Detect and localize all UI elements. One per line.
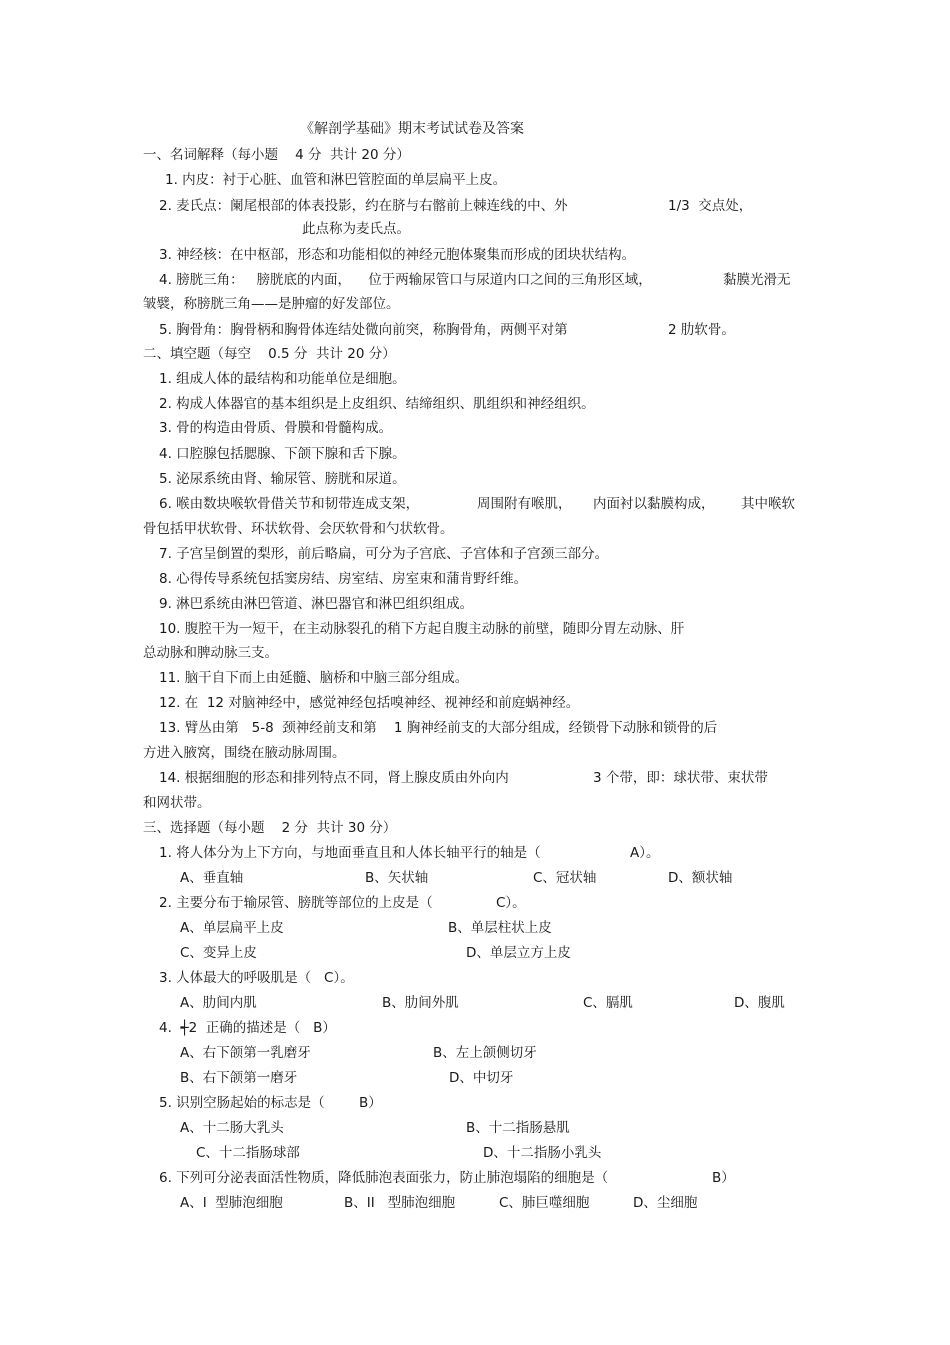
definition-item-3: 3. 神经核：在中枢部，形态和功能相似的神经元胞体聚集而形成的团块状结构。 <box>159 247 636 263</box>
question-1-answer: A）。 <box>630 845 660 861</box>
fill-item-6: 6. 喉由数块喉软骨借关节和韧带连成支架， <box>159 496 420 512</box>
fill-item-6-part3: 内面衬以黏膜构成， <box>593 496 715 512</box>
definition-item-4: 4. 膀胱三角： 膀胱底的内面， 位于两输尿管口与尿道内口之间的三角形区域， <box>159 272 652 288</box>
definition-item-1: 1. 内皮：衬于心脏、血管和淋巴管腔面的单层扁平上皮。 <box>165 172 507 188</box>
fill-item-13-tail: 方进入腋窝，围绕在腋动脉周围。 <box>143 745 346 761</box>
question-4-option-b: B、左上颌侧切牙 <box>433 1045 537 1061</box>
question-6-option-b: B、II 型肺泡细胞 <box>344 1195 456 1211</box>
section-heading-multiple-choice: 三、选择题（每小题 2 分 共计 30 分） <box>143 820 397 836</box>
fill-item-6-tail: 骨包括甲状软骨、环状软骨、会厌软骨和勺状软骨。 <box>143 521 454 537</box>
question-3: 3. 人体最大的呼吸肌是（ C）。 <box>159 970 354 986</box>
question-5-answer: B） <box>359 1095 382 1111</box>
question-4-option-c: B、右下颌第一磨牙 <box>180 1070 298 1086</box>
section-heading-definitions: 一、名词解释（每小题 4 分 共计 20 分） <box>143 147 410 163</box>
section-heading-fill-blank: 二、填空题（每空 0.5 分 共计 20 分） <box>143 346 396 362</box>
question-1: 1. 将人体分为上下方向，与地面垂直且和人体长轴平行的轴是（ <box>159 845 541 861</box>
question-4-option-d: D、中切牙 <box>449 1070 514 1086</box>
definition-item-2-cont: 1/3 交点处， <box>668 198 753 214</box>
fill-item-1: 1. 组成人体的最结构和功能单位是细胞。 <box>159 371 406 387</box>
definition-item-4-tail: 皱襞，称膀胱三角——是肿瘤的好发部位。 <box>143 296 400 312</box>
fill-item-14-tail: 和网状带。 <box>143 795 211 811</box>
question-6-answer: B） <box>712 1170 735 1186</box>
question-2-option-a: A、单层扁平上皮 <box>180 920 284 936</box>
question-1-option-c: C、冠状轴 <box>533 870 597 886</box>
fill-item-2: 2. 构成人体器官的基本组织是上皮组织、结缔组织、肌组织和神经组织。 <box>159 396 595 412</box>
definition-item-2-tail: 此点称为麦氏点。 <box>302 221 410 237</box>
fill-item-5: 5. 泌尿系统由肾、输尿管、膀胱和尿道。 <box>159 471 406 487</box>
question-3-option-d: D、腹肌 <box>734 995 785 1011</box>
fill-item-14: 14. 根据细胞的形态和排列特点不同，肾上腺皮质由外向内 <box>159 770 509 786</box>
fill-item-10: 10. 腹腔干为一短干，在主动脉裂孔的稍下方起自腹主动脉的前壁，随即分胃左动脉、肝 <box>159 621 685 637</box>
question-4: 4. ┽2 正确的描述是（ B） <box>159 1020 336 1036</box>
question-6-option-a: A、I 型肺泡细胞 <box>180 1195 283 1211</box>
fill-item-13: 13. 臂丛由第 5-8 颈神经前支和第 1 胸神经前支的大部分组成，经锁骨下动脉和锁骨的后 <box>159 720 718 736</box>
definition-item-5: 5. 胸骨角：胸骨柄和胸骨体连结处微向前突，称胸骨角，两侧平对第 <box>159 322 568 338</box>
fill-item-6-part2: 周围附有喉肌， <box>477 496 572 512</box>
fill-item-12: 12. 在 12 对脑神经中，感觉神经包括嗅神经、视神经和前庭蜗神经。 <box>159 695 580 711</box>
question-5: 5. 识别空肠起始的标志是（ <box>159 1095 325 1111</box>
question-1-option-a: A、垂直轴 <box>180 870 244 886</box>
question-6: 6. 下列可分泌表面活性物质，降低肺泡表面张力，防止肺泡塌陷的细胞是（ <box>159 1170 609 1186</box>
document-title: 《解剖学基础》期末考试试卷及答案 <box>300 121 524 137</box>
fill-item-8: 8. 心得传导系统包括窦房结、房室结、房室束和蒲肯野纤维。 <box>159 571 528 587</box>
question-6-option-c: C、肺巨噬细胞 <box>499 1195 590 1211</box>
fill-item-6-part4: 其中喉软 <box>741 496 795 512</box>
question-5-option-b: B、十二指肠悬肌 <box>466 1120 570 1136</box>
question-2-option-b: B、单层柱状上皮 <box>448 920 552 936</box>
question-5-option-c: C、十二指肠球部 <box>196 1145 300 1161</box>
question-2-option-c: C、变异上皮 <box>180 945 257 961</box>
question-2-answer: C）。 <box>496 895 526 911</box>
question-3-option-c: C、膈肌 <box>583 995 633 1011</box>
question-2-option-d: D、单层立方上皮 <box>466 945 571 961</box>
definition-item-4-cont: 黏膜光滑无 <box>723 272 791 288</box>
question-3-option-b: B、肋间外肌 <box>382 995 459 1011</box>
fill-item-14-cont: 3 个带，即：球状带、束状带 <box>593 770 768 786</box>
fill-item-10-tail: 总动脉和脾动脉三支。 <box>143 645 278 661</box>
question-4-option-a: A、右下颌第一乳磨牙 <box>180 1045 311 1061</box>
definition-item-5-cont: 2 肋软骨。 <box>668 322 735 338</box>
question-3-option-a: A、肋间内肌 <box>180 995 257 1011</box>
fill-item-4: 4. 口腔腺包括腮腺、下颌下腺和舌下腺。 <box>159 446 406 462</box>
question-1-option-b: B、矢状轴 <box>365 870 429 886</box>
question-6-option-d: D、尘细胞 <box>633 1195 698 1211</box>
fill-item-7: 7. 子宫呈倒置的梨形，前后略扁，可分为子宫底、子宫体和子宫颈三部分。 <box>159 546 609 562</box>
question-5-option-a: A、十二肠大乳头 <box>180 1120 284 1136</box>
question-2: 2. 主要分布于输尿管、膀胱等部位的上皮是（ <box>159 895 433 911</box>
question-1-option-d: D、额状轴 <box>668 870 733 886</box>
question-5-option-d: D、十二指肠小乳头 <box>483 1145 602 1161</box>
definition-item-2: 2. 麦氏点：阑尾根部的体表投影，约在脐与右髂前上棘连线的中、外 <box>159 198 568 214</box>
fill-item-11: 11. 脑干自下而上由延髓、脑桥和中脑三部分组成。 <box>159 670 469 686</box>
fill-item-9: 9. 淋巴系统由淋巴管道、淋巴器官和淋巴组织组成。 <box>159 596 474 612</box>
fill-item-3: 3. 骨的构造由骨质、骨膜和骨髓构成。 <box>159 420 393 436</box>
